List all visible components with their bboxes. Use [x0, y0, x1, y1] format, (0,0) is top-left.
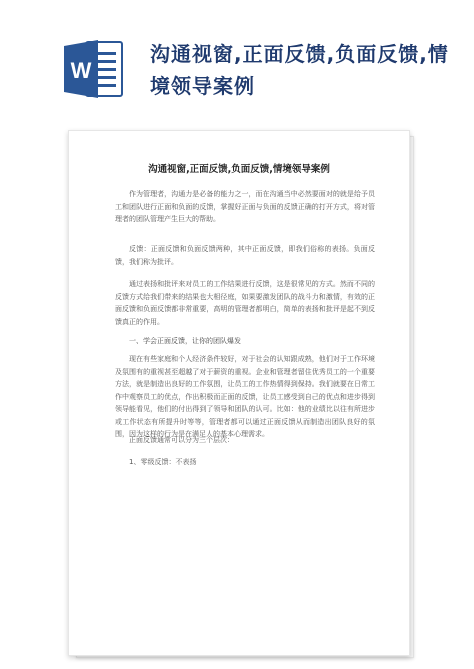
document-title: 沟通视窗,正面反馈,负面反馈,情境领导案例 [148, 164, 330, 175]
paragraph-methods: 通过表扬和批评来对员工的工作结果进行反馈，这是很常见的方式。然而不同的反馈方式给我们带来的结果也大相径庭，如果要激发团队的战斗力和激情，有效的正面反馈和负面反馈都非常重要，高明的管理者都明白，简单的表扬和批评是起不到反馈真正的作用。 [115, 280, 375, 326]
word-document-icon [64, 38, 124, 100]
header-banner [0, 0, 474, 125]
paragraph-feedback-types: 反馈：正面反馈和负面反馈两种，其中正面反馈，即我们俗称的表扬。负面反馈，我们称为批评。 [115, 245, 375, 266]
word-icon-letter: W [70, 58, 92, 83]
paragraph-levels-intro: 正面反馈通常可以分为三个层次： [129, 436, 234, 444]
paragraph-environment: 现在有些家庭和个人经济条件较好，对于社会的认知跟成熟，他们对于工作环境及氛围有的重视甚至超越了对于薪资的重视。企业和管理者留住优秀员工的一个重要方法，就是制造出良好的工作氛围，让员工的工作热情得到保持。我们就要在日常工作中观察员工的优点，作出积极而正面的反馈，让员工感受到自己的优点和进步得到领导能看见，他们的付出得到了领导和团队的认可。比如：他的业绩比以往有所进步或工作状态有所提升时等等，管理者都可以通过正面反馈从而制造出团队良好的氛围，因为这样的行为是在满足人的基本心理需求。 [115, 355, 375, 438]
paragraph-level-zero: 1、零级反馈：不表扬 [129, 458, 197, 466]
front-sheet [68, 130, 410, 656]
document-preview [68, 130, 412, 660]
header-title: 沟通视窗,正面反馈,负面反馈,情境领导案例 [150, 42, 449, 98]
section-heading: 一、学会正面反馈，让你的团队爆发 [129, 337, 241, 345]
paragraph-intro: 作为管理者，沟通力是必备的能力之一，而在沟通当中必然要面对的就是给予员工和团队进行正面和负面的反馈，掌握好正面与负面的反馈正确的打开方式，将对管理者的团队管理产生巨大的帮助。 [115, 190, 375, 223]
